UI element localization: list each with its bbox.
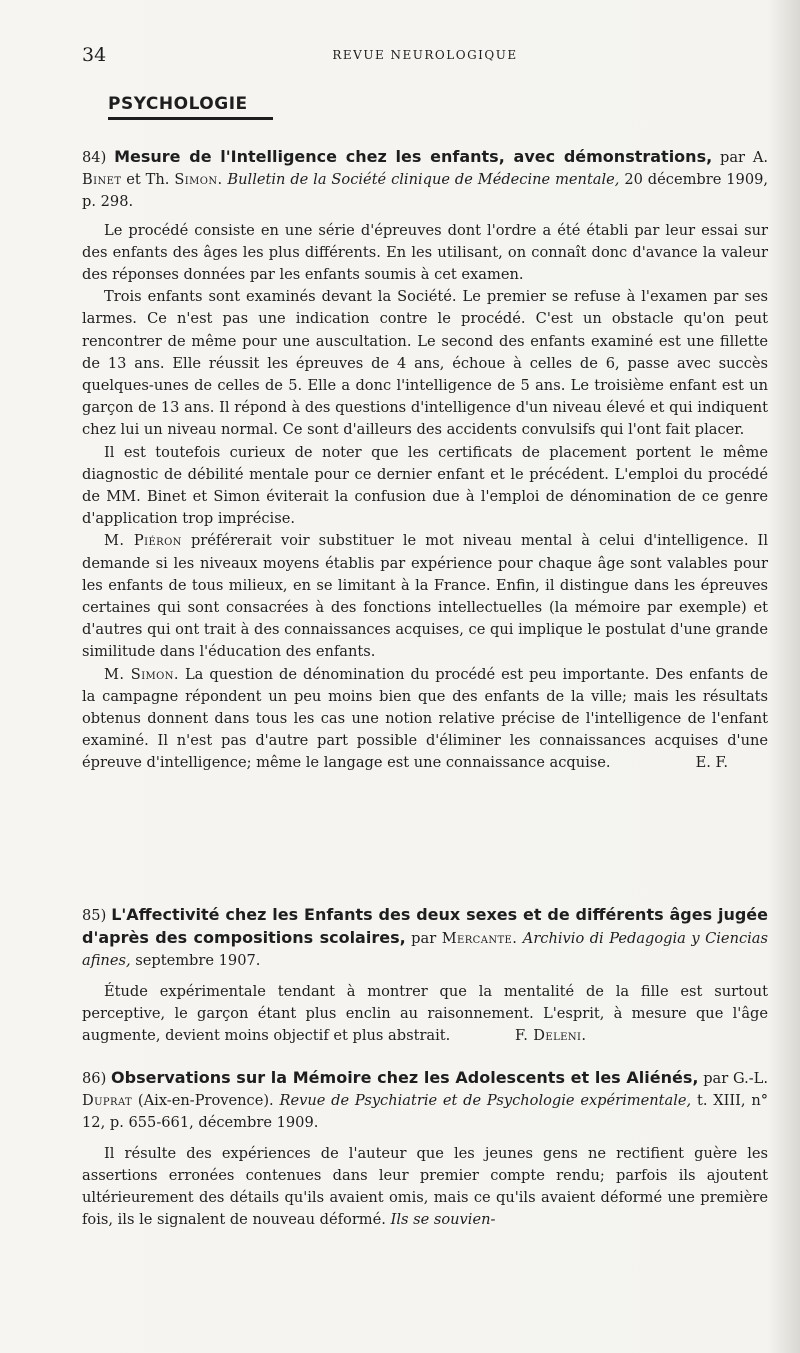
author-name: Simon. [174, 171, 223, 189]
source-title: Archivio di Pedagogia y Ciencias afines, [82, 930, 768, 970]
section-title: PSYCHOLOGIE [108, 94, 248, 114]
paragraph-text: Il résulte des expériences de l'auteur que les jeunes gens ne rectifient guère les assertions erronées contenues dans leur premier compte rendu; parfois ils ajoutent ultérieurement des détails qu'ils avaient omis, mais ce qu'ils avaient déformé une première fois, ils le signalent de nouveau déformé. [82, 1144, 768, 1229]
signature: F. Deleni. [514, 1027, 587, 1045]
byline-prefix: par [411, 930, 437, 948]
entry-number: 84) [82, 149, 107, 166]
paragraph: Le procédé consiste en une série d'épreuves dont l'ordre a été établi par leur essai sur des enfants des âges les plus différents. En les utilisant, on connaît donc d'avance la valeur des réponses données par les enfants soumis à cet examen. [82, 221, 768, 284]
paragraph: Il est toutefois curieux de noter que les certificats de placement portent le même diagnostic de débilité mentale pour ce dernier enfant et le précédent. L'emploi du procédé de MM. Binet et Simon éviterait la confusion due à l'emploi de dénomination de ce genre d'application trop imprécise. [82, 443, 768, 528]
byline-prefix: par A. [719, 149, 768, 166]
paragraph: Trois enfants sont examinés devant la Société. Le premier se refuse à l'examen par ses larmes. Ce n'est pas une indication contre le procédé. C'est un obstacle qu'on peut rencontrer de même pour une auscultation. Le second des enfants examiné est une fillette de 13 ans. Elle réussit les épreuves de 4 ans, échoue à celles de 6, passe avec succès quelques-unes de celles de 5. Elle a donc l'intelligence de 5 ans. Le troisième enfant est un garçon de 13 ans. Il répond à des questions d'intelligence d'un niveau élevé et qui indiquent chez lui un niveau normal. Ce sont d'ailleurs des accidents convulsifs qui l'ont fait placer. [82, 288, 768, 439]
entry-title: Observations sur la Mémoire chez les Adolescents et les Aliénés, [111, 1068, 699, 1087]
author-name: Mercante. [441, 930, 518, 948]
entry-86 [82, 1067, 768, 1231]
paragraph-text: Étude expérimentale tendant à montrer que la mentalité de la fille est surtout perceptive, le garçon étant plus enclin au raisonnement. L'esprit, à mesure que l'âge augmente, devient moins objectif et plus abstrait. [82, 982, 768, 1045]
entry-84-heading [82, 146, 768, 214]
entry-84 [82, 146, 768, 775]
paragraph [82, 1143, 768, 1232]
entry-86-heading [82, 1067, 768, 1135]
source-title: Revue de Psychiatrie et de Psychologie expérimentale, [279, 1092, 692, 1110]
page-number: 34 [82, 44, 107, 66]
paragraph [82, 530, 768, 663]
paragraph-continuation: Ils se souvien- [390, 1211, 496, 1229]
source-title: Bulletin de la Société clinique de Médecine mentale, [227, 171, 620, 189]
paragraph-text: La question de dénomination du procédé est peu importante. Des enfants de la campagne répondent un peu moins bien que des enfants de la ville; mais les résultats obtenus donnent dans tous les cas une notion relative précise de l'intelligence de l'enfant examiné. Il n'est pas d'autre part possible d'éliminer les connaissances acquises d'une épreuve d'intelligence; même le langage est une connaissance acquise. [82, 665, 768, 772]
paragraph-text: préférerait voir substituer le mot niveau mental à celui d'intelligence. Il demande si les niveaux moyens établis par expérience pour chaque âge sont valables pour les enfants de tous milieux, en se limitant à la France. Enfin, il distingue dans les épreuves certaines qui sont consacrées à des fonctions intellectuelles (la mémoire par exemple) et d'autres qui ont trait à des connaissances acquises, ce qui implique le postulat d'une grande similitude dans l'éducation des enfants. [82, 532, 768, 661]
source-date: 20 décembre 1909, p. 298. [82, 171, 769, 211]
entry-85-heading [82, 904, 768, 973]
running-head [82, 44, 768, 66]
entry-title: L'Affectivité chez les Enfants des deux sexes et de différents âges jugée d'après des compositions scolaires, [82, 905, 769, 948]
journal-title: REVUE NEUROLOGIQUE [332, 48, 518, 62]
speaker-name: M. Piéron [104, 532, 182, 550]
paragraph [82, 664, 768, 775]
entry-85 [82, 904, 768, 1047]
author-name: Binet [82, 171, 122, 189]
paragraph [82, 981, 768, 1048]
source-date: t. XIII, n° 12, p. 655-661, décembre 1909. [82, 1092, 769, 1132]
byline-connector: et Th. [126, 171, 170, 189]
entry-number: 85) [82, 907, 107, 924]
byline-prefix: par G.-L. [703, 1070, 769, 1087]
entry-number: 86) [82, 1070, 107, 1087]
author-name: Duprat [82, 1092, 133, 1110]
section-underline [108, 117, 273, 120]
author-place: (Aix-en-Provence). [137, 1092, 274, 1110]
source-date: septembre 1907. [135, 952, 261, 970]
signature: E. F. [695, 754, 728, 772]
speaker-name: M. Simon. [104, 665, 179, 683]
entry-title: Mesure de l'Intelligence chez les enfants, avec démonstrations, [114, 147, 713, 166]
